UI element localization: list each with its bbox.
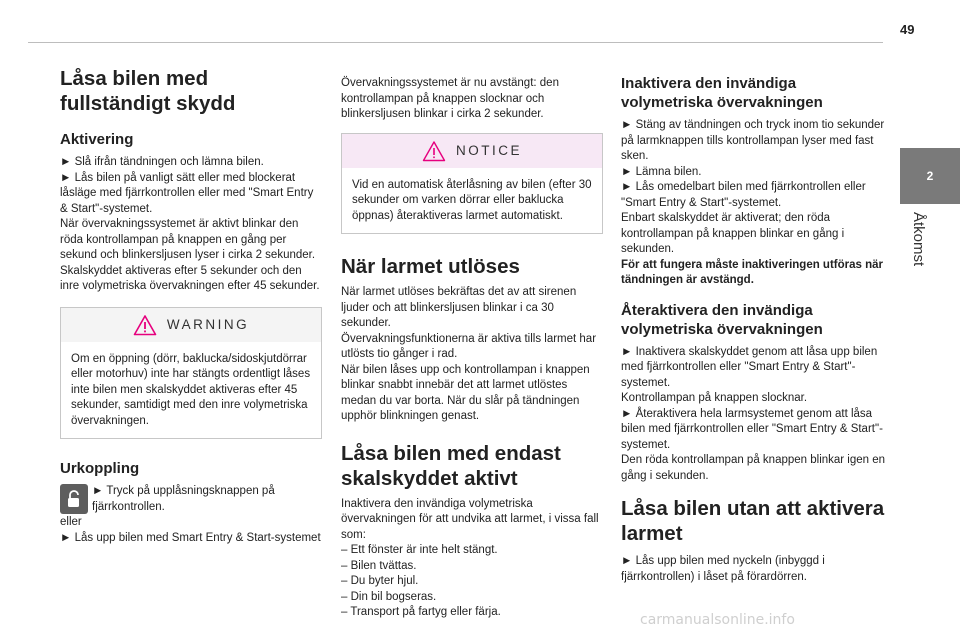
skal-item: – Transport på fartyg eller färja. [341,606,501,618]
heading-urkoppling: Urkoppling [60,460,140,477]
notice-box [341,133,603,235]
notice-label: NOTICE [455,142,522,158]
larm-line: När larmet utlöses bekräftas det av att sirenen ljuder och att blinkersljusen blinkar i ca 30 sekunder. [341,286,577,329]
ateraktivera-line: ► Inaktivera skalskyddet genom att låsa upp bilen med fjärrkontrollen eller "Smart Entry & Start"-systemet. [621,345,878,389]
urkoppling-line: ► Lås upp bilen med Smart Entry & Start-systemet [60,531,321,544]
heading-ateraktivera: Återaktivera den invändiga volymetriska övervakningen [621,301,823,338]
larm-line: När bilen låses upp och kontrollampan i knappen blinkar snabbt innebär det att larmet utlöstes medan du var borta. När du slår på tändningen upphör blinkningen genast. [341,363,590,422]
chapter-tab[interactable]: 2 [900,148,960,204]
deactivation-intro: Övervakningssystemet är nu avstängt: den kontrollampan på knappen slocknar och blinkersljusen blinkar i cirka 2 sekunder. [341,77,559,120]
warning-label: WARNING [166,316,250,332]
skal-item: – Din bil bogseras. [341,590,437,603]
section-title-shell-only: Låsa bilen med endast skalskyddet aktivt [341,441,561,490]
aktivering-line: När övervakningssystemet är aktivt blinkar den röda kontrollampan på knappen en gång per sekund och blinkersljusen lyser i cirka 2 sekunder. [60,218,316,261]
larm-line: Övervakningsfunktionerna är aktiva tills larmet har utlösts tio gånger i rad. [341,332,597,360]
heading-inaktivera: Inaktivera den invändiga volymetriska övervakningen [621,75,823,111]
page-number: 49 [900,22,915,37]
column-2 [341,76,603,621]
utan-line: ► Lås upp bilen med nyckeln (inbyggd i fjärrkontrollen) i låset på förardörren. [621,555,825,583]
skal-intro: Inaktivera den invändiga volymetriska övervakningen för att undvika att larmet, i vissa fall som: [341,497,599,541]
watermark: carmanualsonline.info [640,612,795,628]
header-rule [28,42,883,43]
chapter-title [907,212,929,322]
inaktivera-line: ► Lämna bilen. [621,165,702,178]
unlock-row [60,484,322,515]
inaktivera-line: Enbart skalskyddet är aktiverat; den röda kontrollampan på knappen blinkar en gång i sekunden. [621,212,845,255]
column-1 [60,66,322,546]
inaktivera-line: ► Stäng av tändningen och tryck inom tio sekunder på larmknappen tills kontrollampan lyser med fast sken. [621,119,885,162]
warning-header [61,308,321,342]
aktivering-line: ► Slå ifrån tändningen och lämna bilen. [60,156,264,168]
notice-header [342,134,602,168]
warning-text: Om en öppning (dörr, baklucka/sidoskjutdörrar eller motorhuv) inte har stängts ordentligt låses inte bilen men skalskyddet aktiveras efter 45 sekunder, samtidigt med den inre volymetriska övervakningen. [71,352,311,427]
ateraktivera-line: Den röda kontrollampan på knappen blinkar igen en gång i sekunden. [621,454,886,482]
skal-item: – Bilen tvättas. [341,559,417,572]
warning-box [60,307,322,440]
urkoppling-or: eller [60,516,82,528]
section-title-no-alarm: Låsa bilen utan att aktivera larmet [621,497,885,545]
aktivering-line: ► Lås bilen på vanligt sätt eller med blockerat låsläge med fjärrkontrollen eller med "Smart Entry & Start"-systemet. [60,171,314,215]
notice-triangle-icon [422,140,446,162]
column-3 [621,74,889,585]
section-title-full-protection: Låsa bilen med fullständigt skydd [60,67,236,115]
ateraktivera-line: Kontrollampan på knappen slocknar. [621,392,808,404]
aktivering-line: Skalskyddet aktiveras efter 5 sekunder och den inre volymetriska övervakningen efter 45 sekunder. [60,264,320,292]
skal-item: – Du byter hjul. [341,575,419,587]
inaktivera-note: För att fungera måste inaktiveringen utföras när tändningen är avstängd. [621,258,884,286]
notice-text: Vid en automatisk återlåsning av bilen (efter 30 sekunder om varken dörrar eller baklucka öppnas) återaktiveras larmet automatiskt. [352,178,592,222]
section-title-alarm-triggered: När larmet utlöses [341,255,520,278]
ateraktivera-line: ► Återaktivera hela larmsystemet genom att låsa bilen med fjärrkontrollen eller "Smart Entry & Start"-systemet. [621,407,883,451]
warning-triangle-icon [133,314,157,336]
inaktivera-line: ► Lås omedelbart bilen med fjärrkontrollen eller "Smart Entry & Start"-systemet. [621,181,866,209]
unlock-padlock-icon [60,484,88,514]
heading-aktivering: Aktivering [60,131,134,148]
urkoppling-icon-line: ► Tryck på upplåsningsknappen på fjärrkontrollen. [92,485,275,513]
chapter-title-text: Åtkomst [910,212,927,267]
skal-item: – Ett fönster är inte helt stängt. [341,544,498,556]
